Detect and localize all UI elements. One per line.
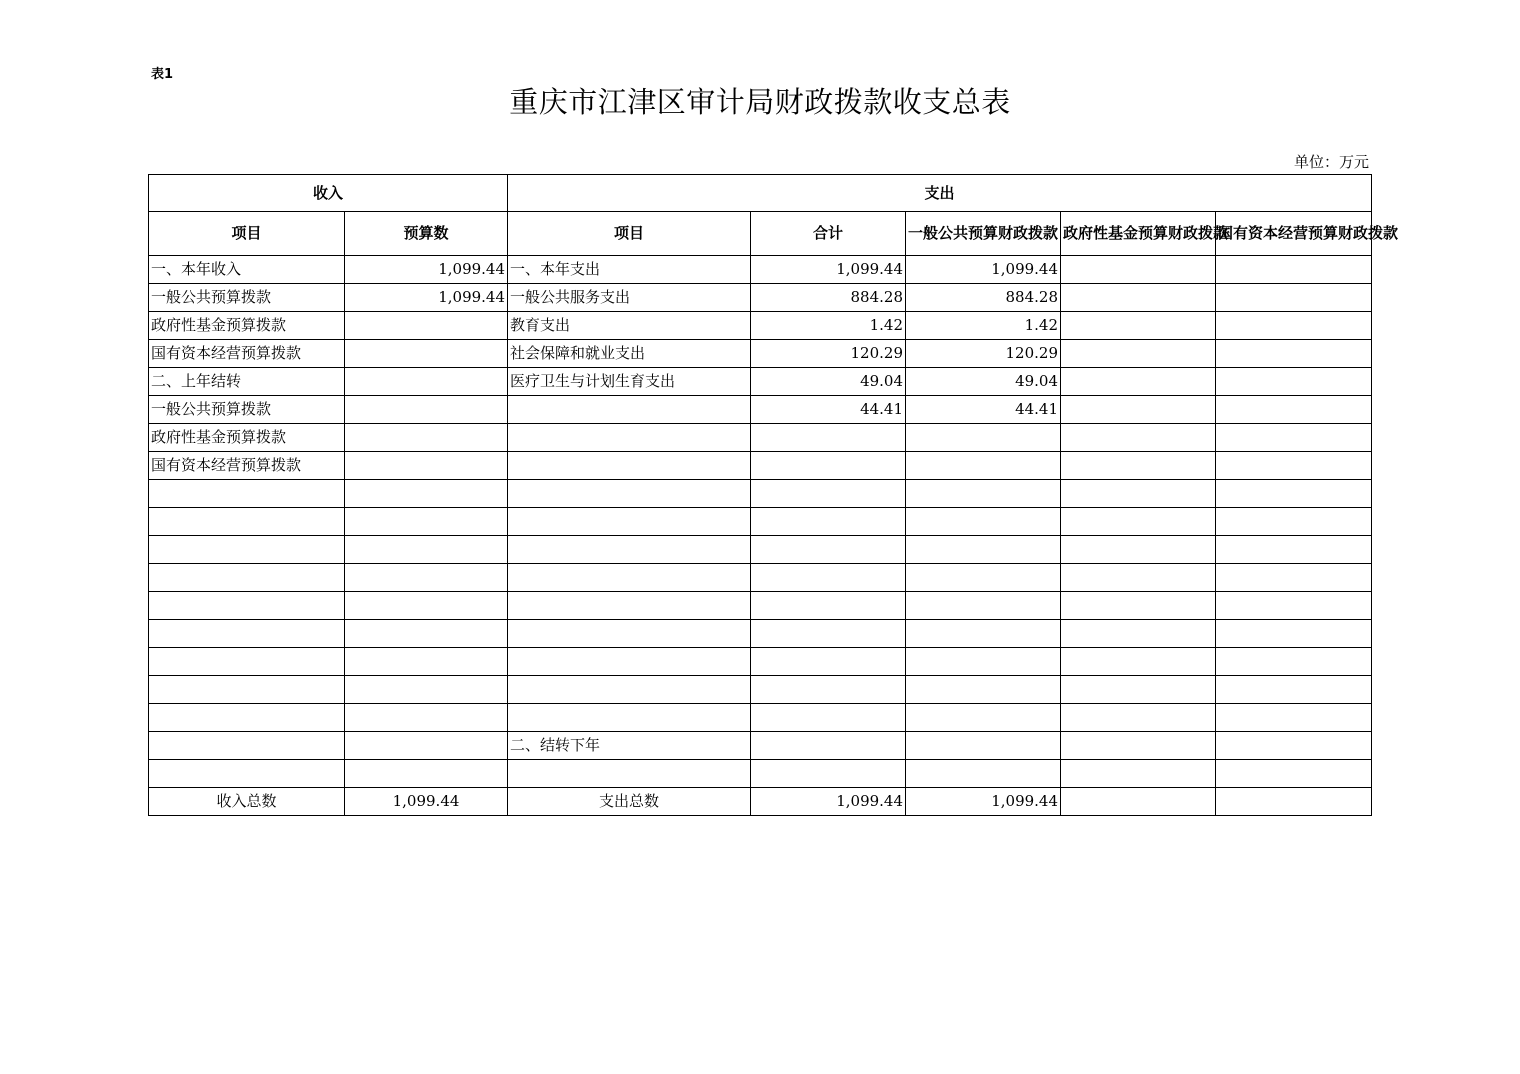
column-header-row <box>149 212 1372 256</box>
gov-fund-cell <box>1061 312 1216 340</box>
page-title: 重庆市江津区审计局财政拨款收支总表 <box>509 85 1011 119</box>
income-item-cell: 政府性基金预算拨款 <box>149 312 345 340</box>
income-budget-cell: 1,099.44 <box>345 788 508 816</box>
state-capital-cell <box>1216 760 1372 788</box>
income-budget-cell <box>345 564 508 592</box>
expense-item-header: 项目 <box>508 212 751 256</box>
state-capital-cell <box>1216 312 1372 340</box>
gov-fund-cell <box>1061 508 1216 536</box>
table-row <box>149 732 1372 760</box>
income-item-cell <box>149 732 345 760</box>
expense-total-cell <box>751 508 906 536</box>
expense-item-cell: 医疗卫生与计划生育支出 <box>508 368 751 396</box>
income-budget-cell <box>345 536 508 564</box>
expense-total-cell <box>751 424 906 452</box>
general-budget-cell <box>906 564 1061 592</box>
income-item-cell: 收入总数 <box>149 788 345 816</box>
expense-item-cell: 支出总数 <box>508 788 751 816</box>
expense-item-cell <box>508 648 751 676</box>
income-item-cell <box>149 564 345 592</box>
general-budget-cell <box>906 620 1061 648</box>
general-budget-cell: 49.04 <box>906 368 1061 396</box>
unit-label: 单位：万元 <box>1293 153 1369 171</box>
expense-item-cell <box>508 536 751 564</box>
gov-fund-cell <box>1061 760 1216 788</box>
income-item-cell: 政府性基金预算拨款 <box>149 424 345 452</box>
gov-fund-cell <box>1061 536 1216 564</box>
income-budget-cell <box>345 676 508 704</box>
state-capital-cell <box>1216 508 1372 536</box>
income-budget-cell <box>345 424 508 452</box>
general-budget-cell <box>906 424 1061 452</box>
gov-fund-header: 政府性基金预算财政拨款 <box>1061 212 1216 256</box>
expense-item-cell: 社会保障和就业支出 <box>508 340 751 368</box>
general-budget-cell <box>906 592 1061 620</box>
expense-total-cell: 120.29 <box>751 340 906 368</box>
income-item-cell: 一般公共预算拨款 <box>149 284 345 312</box>
gov-fund-cell <box>1061 480 1216 508</box>
gov-fund-cell <box>1061 424 1216 452</box>
income-group-header: 收入 <box>149 175 508 212</box>
income-budget-cell <box>345 760 508 788</box>
income-item-cell: 一般公共预算拨款 <box>149 396 345 424</box>
budget-summary-table <box>148 174 1399 816</box>
general-budget-cell <box>906 508 1061 536</box>
gov-fund-cell <box>1061 284 1216 312</box>
expense-total-header: 合计 <box>751 212 906 256</box>
expense-item-cell: 一般公共服务支出 <box>508 284 751 312</box>
income-budget-cell <box>345 508 508 536</box>
general-budget-cell: 44.41 <box>906 396 1061 424</box>
general-budget-cell <box>906 452 1061 480</box>
gov-fund-cell <box>1061 592 1216 620</box>
state-capital-cell <box>1216 592 1372 620</box>
table-row <box>149 312 1372 340</box>
expense-item-cell <box>508 760 751 788</box>
table-row <box>149 760 1372 788</box>
state-capital-cell <box>1216 368 1372 396</box>
state-capital-cell <box>1216 536 1372 564</box>
table-row <box>149 368 1372 396</box>
state-capital-cell <box>1216 732 1372 760</box>
general-budget-cell <box>906 704 1061 732</box>
expense-item-cell <box>508 620 751 648</box>
state-capital-cell <box>1216 480 1372 508</box>
expense-item-cell <box>508 480 751 508</box>
table-row <box>149 592 1372 620</box>
state-capital-cell <box>1216 424 1372 452</box>
income-item-cell: 一、本年收入 <box>149 256 345 284</box>
expense-item-cell <box>508 704 751 732</box>
income-budget-cell <box>345 592 508 620</box>
state-capital-cell <box>1216 452 1372 480</box>
state-capital-cell <box>1216 340 1372 368</box>
expense-item-cell: 一、本年支出 <box>508 256 751 284</box>
expense-total-cell: 1,099.44 <box>751 788 906 816</box>
table-row <box>149 256 1372 284</box>
income-budget-header: 预算数 <box>345 212 508 256</box>
expense-total-cell <box>751 480 906 508</box>
table-row <box>149 340 1372 368</box>
gov-fund-cell <box>1061 704 1216 732</box>
expense-total-cell <box>751 760 906 788</box>
income-item-cell <box>149 592 345 620</box>
state-capital-cell <box>1216 396 1372 424</box>
gov-fund-cell <box>1061 648 1216 676</box>
expense-total-cell <box>751 732 906 760</box>
income-item-cell: 二、上年结转 <box>149 368 345 396</box>
expense-total-cell <box>751 536 906 564</box>
gov-fund-cell <box>1061 564 1216 592</box>
expense-item-cell <box>508 424 751 452</box>
general-budget-cell: 884.28 <box>906 284 1061 312</box>
general-budget-cell <box>906 732 1061 760</box>
state-capital-cell <box>1216 676 1372 704</box>
gov-fund-cell <box>1061 368 1216 396</box>
state-capital-cell <box>1216 256 1372 284</box>
income-budget-cell <box>345 340 508 368</box>
income-budget-cell <box>345 396 508 424</box>
expense-item-cell <box>508 396 751 424</box>
expense-total-cell <box>751 620 906 648</box>
income-item-cell <box>149 704 345 732</box>
expense-item-cell <box>508 508 751 536</box>
income-budget-cell <box>345 732 508 760</box>
general-budget-cell: 1,099.44 <box>906 788 1061 816</box>
gov-fund-cell <box>1061 676 1216 704</box>
expense-total-cell <box>751 648 906 676</box>
expense-item-cell <box>508 564 751 592</box>
income-budget-cell: 1,099.44 <box>345 284 508 312</box>
gov-fund-cell <box>1061 732 1216 760</box>
table-row <box>149 648 1372 676</box>
income-item-cell <box>149 760 345 788</box>
expense-total-cell: 1,099.44 <box>751 256 906 284</box>
income-item-cell <box>149 508 345 536</box>
income-item-cell: 国有资本经营预算拨款 <box>149 452 345 480</box>
general-budget-cell <box>906 536 1061 564</box>
table-row <box>149 620 1372 648</box>
state-capital-cell <box>1216 648 1372 676</box>
state-capital-cell <box>1216 788 1372 816</box>
income-budget-cell <box>345 452 508 480</box>
income-item-cell <box>149 620 345 648</box>
general-budget-cell <box>906 648 1061 676</box>
expense-item-cell <box>508 452 751 480</box>
expense-total-cell: 884.28 <box>751 284 906 312</box>
state-capital-cell <box>1216 284 1372 312</box>
income-budget-cell <box>345 704 508 732</box>
general-budget-cell: 1.42 <box>906 312 1061 340</box>
income-budget-cell: 1,099.44 <box>345 256 508 284</box>
totals-row <box>149 788 1372 816</box>
general-budget-cell: 120.29 <box>906 340 1061 368</box>
gov-fund-cell <box>1061 396 1216 424</box>
table-row <box>149 480 1372 508</box>
expense-total-cell <box>751 592 906 620</box>
expense-item-cell <box>508 592 751 620</box>
income-item-cell: 国有资本经营预算拨款 <box>149 340 345 368</box>
income-budget-cell <box>345 620 508 648</box>
table-row <box>149 284 1372 312</box>
gov-fund-cell <box>1061 452 1216 480</box>
income-item-cell <box>149 480 345 508</box>
table-row <box>149 508 1372 536</box>
group-header-row <box>149 175 1372 212</box>
state-capital-cell <box>1216 620 1372 648</box>
income-budget-cell <box>345 312 508 340</box>
income-item-cell <box>149 648 345 676</box>
general-budget-cell <box>906 760 1061 788</box>
income-item-cell <box>149 536 345 564</box>
table-number-label: 表1 <box>151 67 174 82</box>
general-budget-header: 一般公共预算财政拨款 <box>906 212 1061 256</box>
state-capital-header: 国有资本经营预算财政拨款 <box>1216 212 1372 256</box>
income-budget-cell <box>345 480 508 508</box>
general-budget-cell <box>906 676 1061 704</box>
income-budget-cell <box>345 648 508 676</box>
expense-total-cell <box>751 704 906 732</box>
table-row <box>149 564 1372 592</box>
expense-item-cell <box>508 676 751 704</box>
gov-fund-cell <box>1061 620 1216 648</box>
expense-total-cell: 1.42 <box>751 312 906 340</box>
table-row <box>149 424 1372 452</box>
table-row <box>149 452 1372 480</box>
gov-fund-cell <box>1061 340 1216 368</box>
expense-total-cell: 44.41 <box>751 396 906 424</box>
expense-total-cell: 49.04 <box>751 368 906 396</box>
table-row <box>149 396 1372 424</box>
state-capital-cell <box>1216 564 1372 592</box>
general-budget-cell: 1,099.44 <box>906 256 1061 284</box>
table-row <box>149 676 1372 704</box>
expense-group-header: 支出 <box>508 175 1372 212</box>
expense-total-cell <box>751 452 906 480</box>
table-row <box>149 536 1372 564</box>
income-budget-cell <box>345 368 508 396</box>
expense-item-cell: 二、结转下年 <box>508 732 751 760</box>
gov-fund-cell <box>1061 256 1216 284</box>
table-row <box>149 704 1372 732</box>
income-item-header: 项目 <box>149 212 345 256</box>
state-capital-cell <box>1216 704 1372 732</box>
gov-fund-cell <box>1061 788 1216 816</box>
expense-total-cell <box>751 676 906 704</box>
expense-item-cell: 教育支出 <box>508 312 751 340</box>
expense-total-cell <box>751 564 906 592</box>
income-item-cell <box>149 676 345 704</box>
general-budget-cell <box>906 480 1061 508</box>
